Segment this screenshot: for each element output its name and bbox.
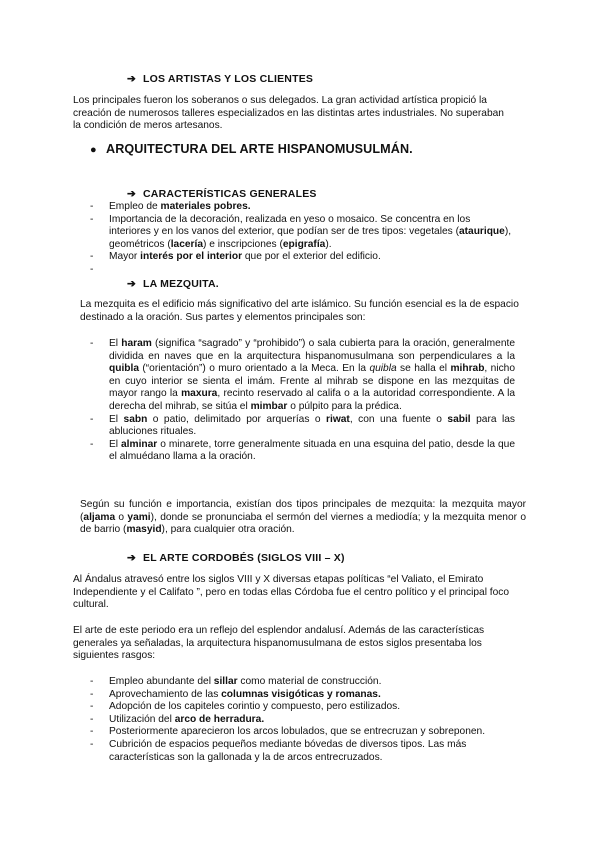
list-mezquita: [90, 338, 515, 464]
list-text: Importancia de la decoración, realizada en yeso o mosaico. Se concentra en los interiores y en los vanos del exterior, que podían ser de tres tipos: vegetales (: [109, 213, 471, 238]
list-text: se halla el: [396, 363, 451, 375]
dash-icon: -: [90, 201, 94, 212]
list-item-haram: [90, 338, 515, 414]
paragraph-artistas-text: Los principales fueron los soberanos o sus delegados. La gran actividad artística propició la creación de numerosos talleres especializados en las distintas artes industriales. No superaban la condición de meros artesanos.: [73, 95, 504, 132]
list-text: El: [109, 438, 122, 450]
list-text: Utilización del: [109, 713, 175, 725]
heading-mezquita: [127, 278, 219, 291]
list-rasgos: [90, 676, 520, 764]
list-text: , con una fuente o: [349, 413, 448, 425]
dash-icon: -: [90, 713, 94, 725]
bold-term: ataurique: [458, 226, 505, 238]
heading-arquitectura: [90, 143, 413, 157]
list-text: o minarete, torre generalmente situada en una esquina del patio, desde la que el almuédano llama a la oración.: [109, 438, 515, 463]
list-text: Posteriormente aparecieron los arcos lobulados, que se entrecruzan y sobreponen.: [109, 726, 486, 738]
dash-icon: -: [90, 676, 94, 687]
bold-term: yami: [127, 511, 151, 523]
heading-mezquita-text: LA MEZQUITA.: [143, 278, 219, 290]
arrow-icon: ➔: [127, 552, 136, 564]
dash-icon: -: [90, 263, 94, 275]
bullet-icon: ●: [90, 144, 97, 156]
list-text: ) e inscripciones (: [203, 238, 283, 250]
list-item: [90, 251, 515, 264]
bold-term: arco de herradura.: [174, 713, 265, 725]
list-item: [90, 739, 520, 764]
dash-icon: -: [90, 688, 94, 700]
list-text: ), geométricos (: [109, 226, 512, 250]
list-item: [90, 689, 520, 702]
list-text: Empleo de: [109, 201, 161, 212]
bold-term: epigrafía: [282, 238, 326, 250]
paragraph-mezquita-text: La mezquita es el edificio más significativo del arte islámico. Su función esencial es la de espacio destinado a la oración. Sus partes y elementos principales son:: [80, 299, 519, 323]
bold-term: aljama: [83, 511, 116, 523]
list-text: Cubrición de espacios pequeños mediante bóvedas de diversos tipos. Las más características son la gallonada y la de arcos entrecruzados.: [109, 738, 467, 763]
arrow-icon: ➔: [127, 278, 136, 290]
bold-term: sillar: [213, 676, 238, 687]
list-text: El: [109, 338, 122, 349]
dash-icon: -: [90, 701, 94, 713]
list-text: Empleo abundante del: [109, 676, 214, 687]
dash-icon: -: [90, 726, 94, 738]
list-text: Adopción de los capiteles corintio y compuesto, pero estilizados.: [109, 701, 401, 713]
list-text: Aprovechamiento de las: [109, 688, 222, 700]
list-text: o patio, delimitado por arquerías o: [147, 413, 327, 425]
paragraph-tipos: [80, 499, 526, 537]
bold-term: riwat: [326, 413, 350, 425]
dash-icon: -: [90, 438, 94, 450]
list-item: [90, 701, 520, 714]
bold-term: alminar: [121, 438, 158, 450]
italic-term: quibla: [369, 363, 397, 375]
bold-term: mimbar: [250, 400, 288, 412]
paragraph-reflejo-text: El arte de este periodo era un reflejo del esplendor andalusí. Además de las características generales ya señaladas, la arquitectura hispanomusulmana de estos siglos presentaba los siguientes rasgos:: [73, 625, 485, 662]
list-item: [90, 201, 515, 214]
paragraph-andalus-text: Al Ándalus atravesó entre los siglos VIII y X diversas etapas políticas “el Valiato, el Emirato Independiente y el Califato ”, pero en todas ellas Córdoba fue el centro político y el principal foco cultural.: [73, 574, 510, 611]
heading-arquitectura-text: ARQUITECTURA DEL ARTE HISPANOMUSULMÁN.: [106, 142, 413, 156]
bold-term: haram: [121, 338, 152, 349]
dash-icon: -: [90, 413, 94, 425]
dash-icon: -: [90, 338, 94, 349]
list-text: , recinto reservado al califa o a la autoridad correspondiente. A la derecha del mihrab, se sitúa el: [109, 388, 515, 412]
list-text: (significa “sagrado” y “prohibido”) o sala cubierta para la oración, generalmente dividida en naves que en la arquitectura hispanomusulmana son perpendiculares a la: [109, 338, 515, 362]
list-item: [90, 214, 515, 252]
list-text: El: [109, 413, 124, 425]
paragraph-mezquita: [80, 299, 525, 324]
list-text: Según su función e importancia, existían dos tipos principales de mezquita: la mezquita mayor (: [80, 499, 526, 523]
bold-term: quibla: [109, 363, 139, 375]
bold-term: sabn: [123, 413, 148, 425]
list-text: como material de construcción.: [237, 676, 382, 687]
list-text: ).: [325, 238, 332, 250]
list-text: para las abluciones rituales.: [109, 413, 515, 438]
bold-term: maxura: [181, 388, 218, 400]
list-caracteristicas: [90, 201, 515, 277]
list-text: ), donde se pronunciaba el sermón del viernes a mediodía; y la mezquita menor o de barrio (: [80, 511, 527, 536]
heading-artistas-text: LOS ARTISTAS Y LOS CLIENTES: [143, 73, 314, 85]
paragraph-reflejo: [73, 625, 525, 663]
list-text: o púlpito para la prédica.: [287, 400, 402, 412]
heading-cordobes-text: EL ARTE CORDOBÉS (SIGLOS VIII – X): [143, 552, 345, 564]
list-item-empty: [90, 264, 515, 277]
paragraph-artistas: [73, 95, 513, 133]
list-item-sabn: [90, 414, 515, 439]
bold-term: interés por el interior: [140, 251, 243, 263]
arrow-icon: ➔: [127, 73, 136, 85]
bold-term: lacería: [170, 238, 204, 250]
list-text: , nicho en cuyo interior se sienta el imám. Frente al mihrab se dispone en las mezquitas de mayor rango la: [109, 363, 516, 400]
heading-artistas: [127, 73, 313, 86]
list-text: o: [115, 511, 128, 523]
list-item: [90, 714, 520, 727]
list-item: [90, 676, 520, 689]
paragraph-andalus: [73, 574, 525, 612]
list-text: Mayor: [109, 251, 141, 263]
list-item: [90, 726, 520, 739]
heading-cordobes: [127, 552, 345, 565]
list-text: que por el exterior del edificio.: [242, 251, 381, 263]
dash-icon: -: [90, 251, 94, 263]
bold-term: masyid: [126, 524, 162, 536]
bold-term: materiales pobres.: [160, 201, 251, 212]
list-item-alminar: [90, 439, 515, 464]
dash-icon: -: [90, 738, 94, 750]
arrow-icon: ➔: [127, 188, 136, 200]
heading-caracteristicas: [127, 188, 317, 201]
bold-term: columnas visigóticas y romanas.: [221, 688, 381, 700]
dash-icon: -: [90, 213, 94, 225]
list-text: ), para cualquier otra oración.: [161, 524, 295, 536]
bold-term: mihrab: [450, 363, 485, 375]
list-text: (“orientación”) o muro orientado a la Meca. En la: [139, 363, 370, 375]
heading-caracteristicas-text: CARACTERÍSTICAS GENERALES: [143, 188, 317, 200]
bold-term: sabil: [447, 413, 471, 425]
